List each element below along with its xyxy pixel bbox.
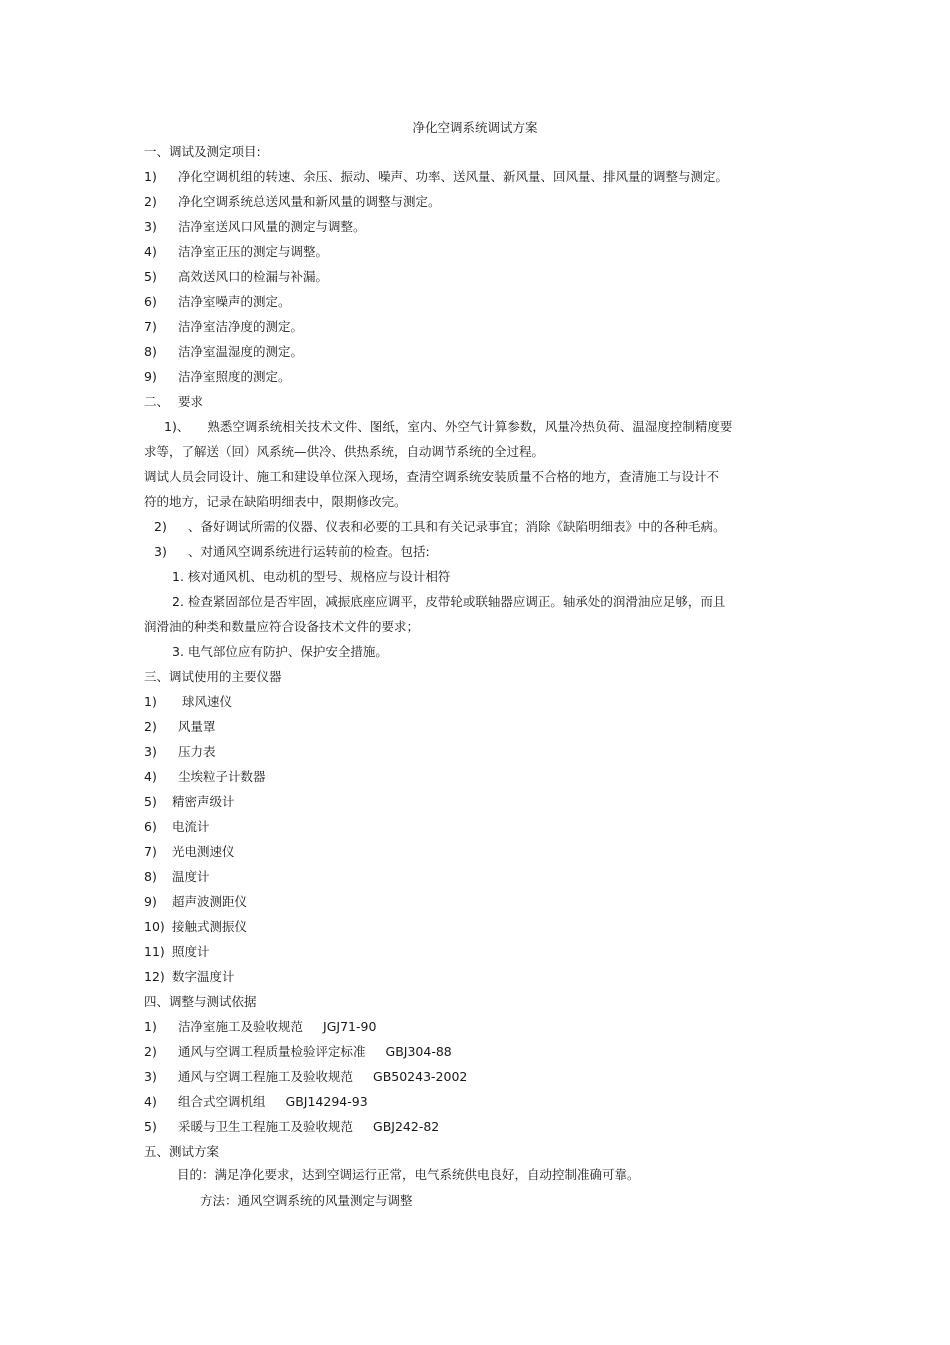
list-item: 6) 电流计 <box>144 819 210 834</box>
list-item: 12) 数字温度计 <box>144 969 235 984</box>
paragraph-line: 2) 、备好调试所需的仪器、仪表和必要的工具和有关记录事宜；消除《缺陷明细表》中的各种毛病。 <box>154 519 726 534</box>
list-item: 4) 组合式空调机组 GBJ14294-93 <box>144 1094 368 1109</box>
section-5-heading: 五、测试方案 <box>144 1144 220 1159</box>
list-item: 4) 尘埃粒子计数器 <box>144 769 266 784</box>
list-item: 4) 洁净室正压的测定与调整。 <box>144 244 329 259</box>
list-item: 8) 洁净室温湿度的测定。 <box>144 344 304 359</box>
check-item: 润滑油的种类和数量应符合设备技术文件的要求； <box>144 619 420 634</box>
paragraph-line: 求等，了解送（回）风系统—供冷、供热系统，自动调节系统的全过程。 <box>144 444 545 459</box>
section-3-heading: 三、调试使用的主要仪器 <box>144 669 282 684</box>
list-item: 3) 洁净室送风口风量的测定与调整。 <box>144 219 366 234</box>
check-item: 3. 电气部位应有防护、保护安全措施。 <box>172 644 388 659</box>
list-item: 1) 球风速仪 <box>144 694 232 709</box>
list-item: 9) 洁净室照度的测定。 <box>144 369 291 384</box>
section-2-heading: 二、 要求 <box>144 394 204 409</box>
list-item: 1) 洁净室施工及验收规范 JGJ71-90 <box>144 1019 377 1034</box>
list-item: 11) 照度计 <box>144 944 210 959</box>
list-item: 3) 通风与空调工程施工及验收规范 GB50243-2002 <box>144 1069 468 1084</box>
list-item: 5) 高效送风口的检漏与补漏。 <box>144 269 329 284</box>
list-item: 3) 压力表 <box>144 744 216 759</box>
list-item: 6) 洁净室噪声的测定。 <box>144 294 291 309</box>
goal-text: 目的：满足净化要求，达到空调运行正常，电气系统供电良好，自动控制准确可靠。 <box>177 1167 640 1182</box>
list-item: 2) 净化空调系统总送风量和新风量的调整与测定。 <box>144 194 441 209</box>
paragraph-line: 符的地方，记录在缺陷明细表中，限期修改完。 <box>144 494 407 509</box>
list-item: 7) 洁净室洁净度的测定。 <box>144 319 304 334</box>
list-item: 8) 温度计 <box>144 869 210 884</box>
list-item: 7) 光电测速仪 <box>144 844 235 859</box>
method-text: 方法：通风空调系统的风量测定与调整 <box>200 1193 413 1208</box>
list-item: 5) 采暖与卫生工程施工及验收规范 GBJ242-82 <box>144 1119 440 1134</box>
list-item: 9) 超声波测距仪 <box>144 894 248 909</box>
paragraph-line: 1)、 熟悉空调系统相关技术文件、图纸，室内、外空气计算参数，风量冷热负荷、温湿度控制精度要 <box>164 419 733 434</box>
section-4-heading: 四、调整与测试依据 <box>144 994 257 1009</box>
check-item: 2. 检查紧固部位是否牢固，减振底座应调平，皮带轮或联轴器应调正。轴承处的润滑油应足够，而且 <box>172 594 726 609</box>
paragraph-line: 调试人员会同设计、施工和建设单位深入现场，查清空调系统安装质量不合格的地方，查清施工与设计不 <box>144 469 720 484</box>
doc-title: 净化空调系统调试方案 <box>412 120 538 135</box>
check-item: 1. 核对通风机、电动机的型号、规格应与设计相符 <box>172 569 451 584</box>
list-item: 2) 通风与空调工程质量检验评定标准 GBJ304-88 <box>144 1044 452 1059</box>
list-item: 1) 净化空调机组的转速、余压、振动、噪声、功率、送风量、新风量、回风量、排风量的调整与测定。 <box>144 169 729 184</box>
list-item: 2) 风量罩 <box>144 719 216 734</box>
section-1-heading: 一、调试及测定项目: <box>144 144 261 159</box>
list-item: 10) 接触式测振仪 <box>144 919 248 934</box>
list-item: 5) 精密声级计 <box>144 794 235 809</box>
paragraph-line: 3) 、对通风空调系统进行运转前的检查。包括: <box>154 544 430 559</box>
